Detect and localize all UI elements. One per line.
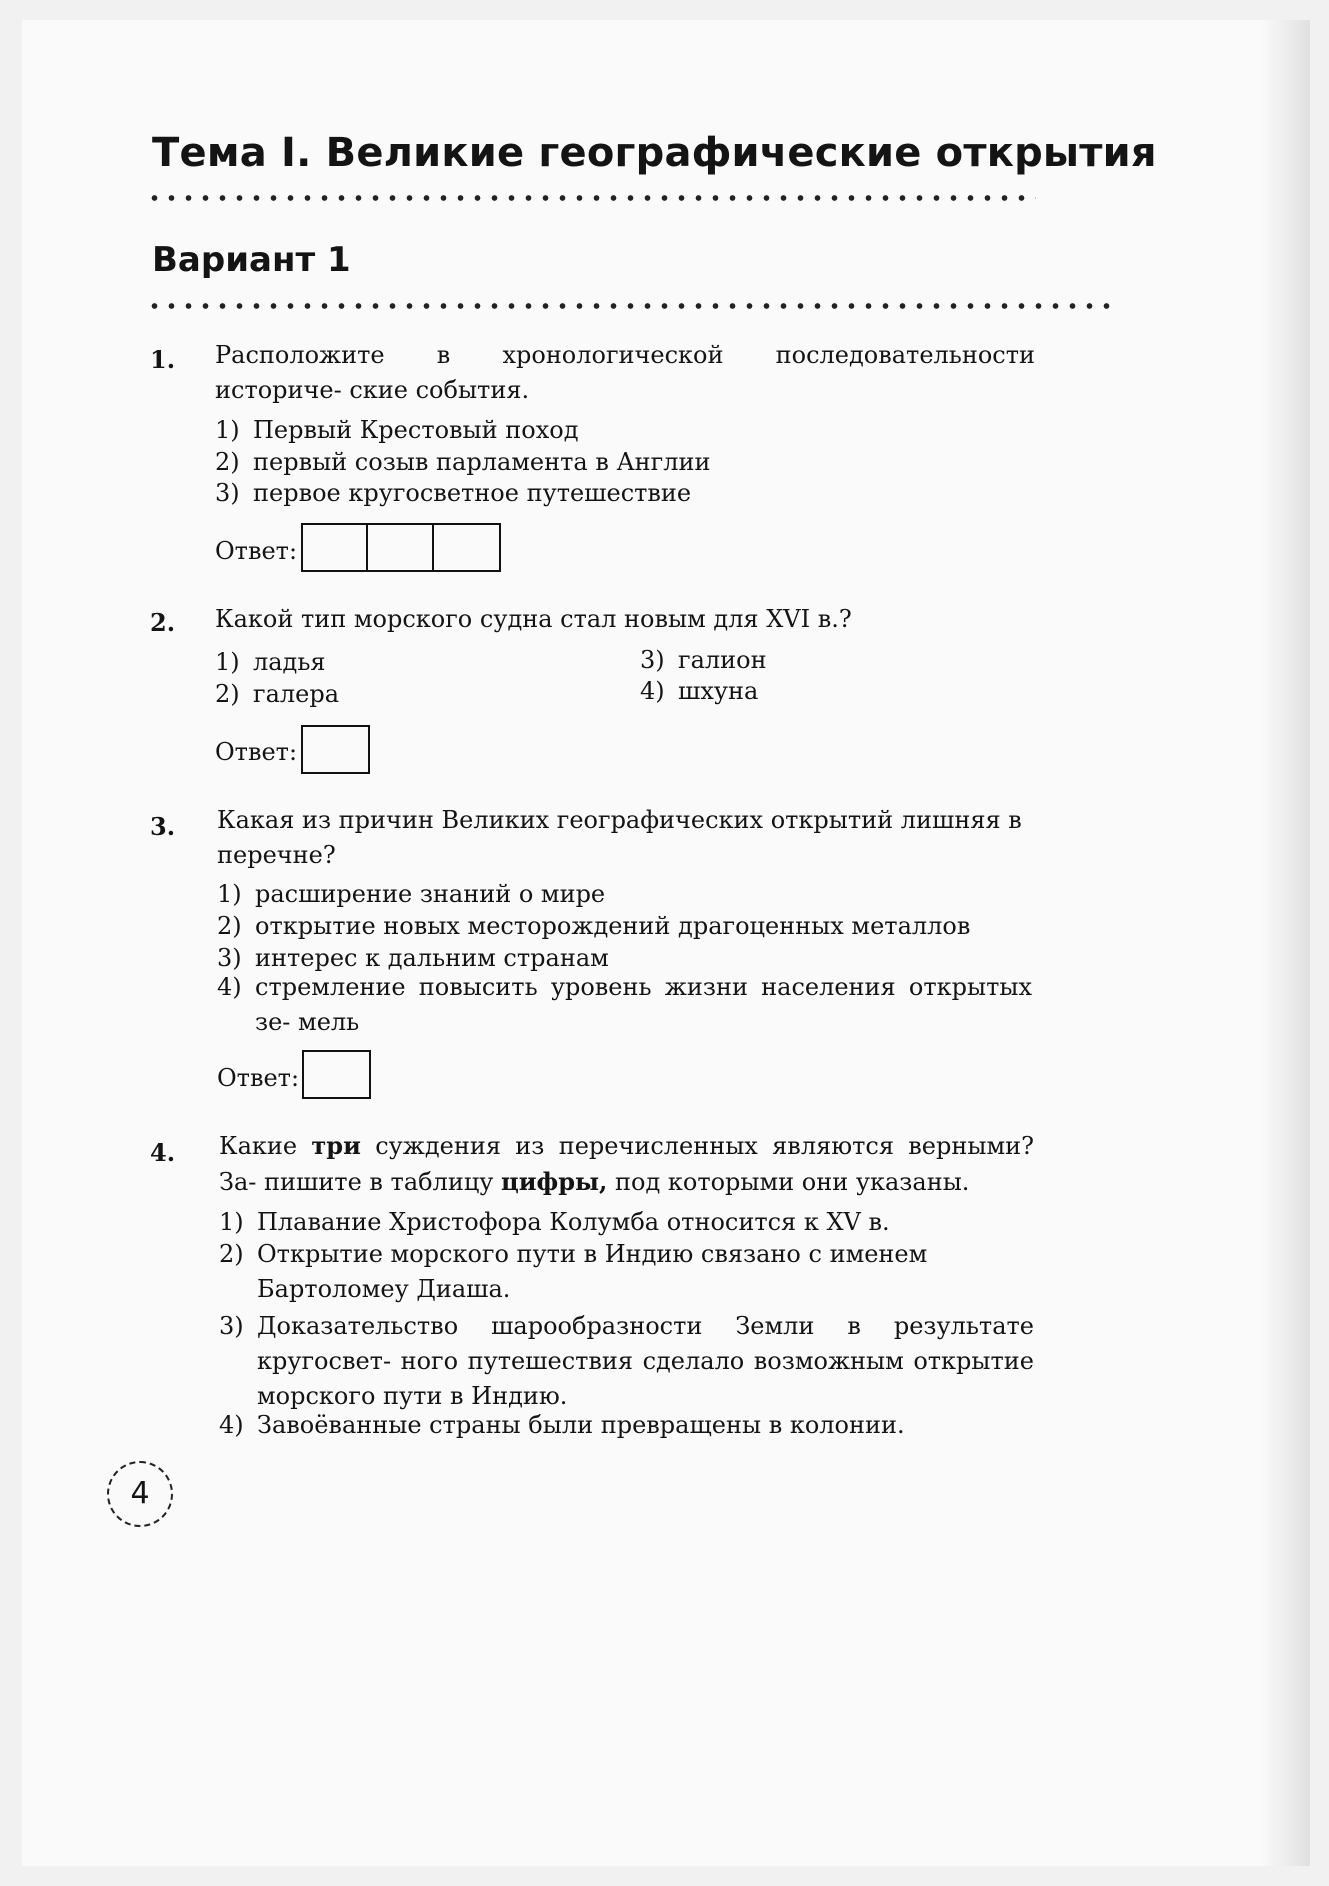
theme-title: Тема I. Великие географические открытия: [152, 130, 1157, 176]
option-item: 4) Завоёванные страны были превращены в колонии.: [219, 1411, 905, 1439]
page-number-badge: 4: [107, 1461, 173, 1527]
answer-label: Ответ:: [215, 537, 298, 565]
answer-box[interactable]: [301, 725, 370, 774]
option-item: 3) Доказательство шарообразности Земли в результате кругосвет- ного путешествия сделало возможным открытие морского пути в Индию.: [219, 1312, 1034, 1410]
question-number: 3.: [150, 812, 176, 841]
option-item: 1) Плавание Христофора Колумба относится к XV в.: [219, 1208, 890, 1236]
answer-label: Ответ:: [215, 738, 298, 766]
option-item: 2) галера: [215, 680, 340, 708]
answer-box[interactable]: [301, 523, 501, 572]
dotted-divider: [146, 195, 1036, 201]
option-item: 1) ладья: [215, 648, 326, 676]
page-edge-shadow: [1260, 20, 1310, 1866]
question-text: Какая из причин Великих географических открытий лишняя в перечне?: [217, 806, 1022, 869]
variant-title: Вариант 1: [152, 240, 351, 280]
dotted-divider: [146, 303, 1111, 309]
option-item: 3) первое кругосветное путешествие: [215, 479, 692, 507]
question-number: 1.: [150, 345, 176, 374]
question-text: Расположите в хронологической последовательности историче- ские события.: [215, 341, 1035, 404]
question-number: 2.: [150, 608, 176, 637]
answer-box[interactable]: [302, 1050, 371, 1099]
option-item: 4) стремление повысить уровень жизни населения открытых зе- мель: [217, 973, 1032, 1036]
question-text: Какие три суждения из перечисленных являются верными? За- пишите в таблицу цифры, под которыми они указаны.: [219, 1131, 1034, 1196]
option-item: 3) галион: [640, 646, 767, 674]
option-item: 1) расширение знаний о мире: [217, 880, 606, 908]
question-number: 4.: [150, 1138, 176, 1167]
option-item: 1) Первый Крестовый поход: [215, 416, 579, 444]
question-text: Какой тип морского судна стал новым для XVI в.?: [215, 605, 852, 633]
option-item: 4) шхуна: [640, 677, 759, 705]
option-item: 2) первый созыв парламента в Англии: [215, 448, 711, 476]
answer-label: Ответ:: [217, 1064, 300, 1092]
option-item: 2) открытие новых месторождений драгоценных металлов: [217, 912, 971, 940]
workbook-page: [22, 20, 1310, 1866]
option-item: 2) Открытие морского пути в Индию связано с именем Бартоломеу Диаша.: [219, 1240, 928, 1303]
option-item: 3) интерес к дальним странам: [217, 944, 609, 972]
